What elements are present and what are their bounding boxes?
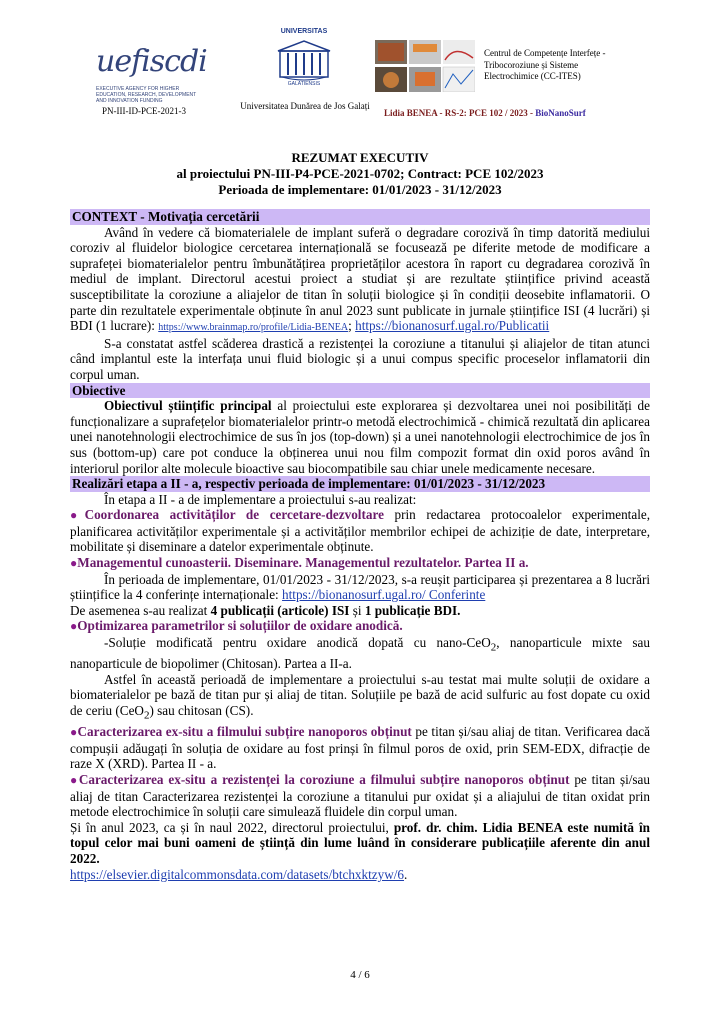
university-name: Universitatea Dunărea de Jos Galați <box>240 101 370 111</box>
solution-post: , nanoparticule mixte sau nanoparticule de biopolimer (Chitosan). Partea a II-a. <box>70 635 650 672</box>
title-line-3: Perioada de implementare: 01/01/2023 - 31/12/2023 <box>218 182 502 197</box>
publications-bdi: 1 publicație BDI. <box>364 602 461 618</box>
publications-pre: De asemenea s-au realizat <box>70 602 211 618</box>
link-separator: ; <box>348 318 356 334</box>
obiective-text: al proiectului este explorarea și dezvoltarea unei noi posibilități de funcționalizare a suprafețelor biomaterialelor printr-o metodă electrochimică - chimică rezultată din aplicarea unei nanotehnologii electrochimice de sus în jos (top-down) și a unei nanotehnologii electrochimice de jos în sus (bottom-up) care pot conduce la obținerea unui nou film compozit format din oxid poros având în interiorul porilor alte molecule bioactive sau biocompatibile sau chiar unele medicamente necesare. <box>70 398 650 476</box>
conferinte-link[interactable]: https://bionanosurf.ugal.ro/ Conferinte <box>282 587 486 603</box>
context-heading: CONTEXT - Motivația cercetării <box>70 209 650 225</box>
list-item <box>70 555 650 572</box>
obiective-lead: Obiectivul științific principal <box>104 398 272 414</box>
final-paragraph <box>70 820 650 867</box>
title-line-2: al proiectului PN-III-P4-PCE-2021-0702; Contract: PCE 102/2023 <box>176 166 544 181</box>
crest-bottom-text: GALATIENSIS <box>287 81 321 87</box>
bullet-icon: ● <box>70 619 78 634</box>
bullet-heading: Managementul cunoasterii. Diseminare. Managementul rezultatelor. Partea II a. <box>77 555 529 571</box>
lab-photos-image <box>375 40 475 92</box>
bullet-icon: ● <box>70 725 78 740</box>
publications-isi: 4 publicații (articole) ISI <box>210 602 350 618</box>
uefiscdi-tagline: EXECUTIVE AGENCY FOR HIGHER EDUCATION, RESEARCH, DEVELOPMENT AND INNOVATION FUNDING <box>96 86 197 104</box>
bullet-text: pe titan și/sau aliaj de titan. Verificarea dacă compușii adăugați în soluția de oxidare au fost prinși în filmul poros de oxid, prin SEM-EDX, difracție de raze X (XRD). Partea II - a. <box>70 724 650 772</box>
bullet-text: pe titan și/sau aliaj de titan Caracterizarea rezistenței la coroziune a titanului pur oxidat și a aliajului de titan oxidat prin metode electrochimice în soluții care simulează fluidele din corpul uman. <box>70 772 650 820</box>
bullet-heading: Caracterizarea ex-situ a rezistenței la coroziune a filmului subțire nanoporos obținut <box>78 772 570 788</box>
dissemination-text: În perioada de implementare, 01/01/2023 - 31/12/2023, s-a reușit participarea și prezentarea a 8 lucrări științifice la 4 conferințe internaționale: <box>70 571 650 603</box>
bullet-icon: ● <box>70 508 85 523</box>
dissemination-paragraph <box>70 572 650 603</box>
list-item <box>70 724 650 772</box>
bullet-icon: ● <box>70 556 78 571</box>
centre-name: Centrul de Competențe Interfețe - Tribocoroziune și Sisteme Electrochimice (CC-ITES) <box>484 48 606 81</box>
publicatii-link[interactable]: https://bionanosurf.ugal.ro/Publicatii <box>355 318 550 334</box>
obiective-paragraph <box>70 398 650 476</box>
final-dot: . <box>404 866 408 882</box>
list-item <box>70 772 650 820</box>
bullet-heading: Optimizarea parametrilor si soluțiilor de oxidare anodică. <box>77 618 403 634</box>
realizari-intro: În etapa a II - a de implementare a proiectului s-au realizat: <box>104 491 417 507</box>
list-item <box>70 507 650 555</box>
bullet-text: prin redactarea protocoalelor experimentale, planificarea activităților experimentale și a activităților membrilor echipei de achiziție de date, interpretare, mobilitate și diseminare a datelor experimentale obținute. <box>70 507 651 555</box>
bullet-heading: Caracterizarea ex-situ a filmului subțire nanoporos obținut <box>77 724 412 740</box>
bullet-heading: Coordonarea activităților de cercetare-dezvoltare <box>84 507 384 523</box>
context-text: Având în vedere că biomaterialele de implant suferă o degradare corozivă în timp datorită mediului coroziv al fluidelor biologice cercetarea internațională se focusează pe diferite metode de modificare a suprafeței biomaterialelor pentru îmbunătățirea proprietăților acestora în raport cu degradarea corozivă în mediul de implant. Directorul acestui proiect a studiat și are rezultate științifice privind această susceptibilitate la coroziune a aliajelor de titan în soluții biologice și în condiții deosebite inflamatorii. O parte din rezultatele experimentale obținute în anul 2023 sunt publicate in jurnale științifice ISI (4 lucrări) și BDI (1 lucrare): <box>70 224 650 334</box>
obiective-heading: Obiective <box>70 383 650 399</box>
page-header <box>60 28 660 128</box>
publications-mid: și <box>349 602 365 618</box>
uefiscdi-logo-text: uefiscdi <box>96 44 207 79</box>
brainmap-link[interactable]: https://www.brainmap.ro/profile/Lidia-BENEA <box>158 322 349 334</box>
testing-paragraph <box>70 672 650 724</box>
university-crest <box>250 28 358 87</box>
author-prefix: Lidia BENEA - RS-2: PCE 102 / 2023 - <box>384 108 536 118</box>
uefiscdi-logo <box>60 40 220 108</box>
author-brand: BioNanoSurf <box>535 108 586 118</box>
author-line <box>384 108 586 118</box>
document-body <box>70 209 650 882</box>
university-building-icon <box>274 37 334 81</box>
solution-paragraph <box>70 635 650 672</box>
final-bold: prof. dr. chim. Lidia BENEA este numită în topul celor mai buni oameni de știință din lume luând în considerare publicațiile aferente din anul 2022. <box>70 819 650 867</box>
testing-subscript: 2 <box>143 709 150 722</box>
realizari-heading: Realizări etapa a II - a, respectiv perioada de implementare: 01/01/2023 - 31/12/2023 <box>70 476 650 492</box>
testing-post: ) sau chitosan (CS). <box>149 703 254 719</box>
context-paragraph-2: S-a constatat astfel scăderea drastică a rezistenței la coroziune a titanului și aliajelor de titan atunci când implantul este la interfața unui fluid biologic și a unui compus specific proceselor inflamatorii din corpul uman. <box>70 335 650 382</box>
solution-subscript: 2 <box>490 641 497 654</box>
list-item <box>70 618 650 635</box>
title-line-1: REZUMAT EXECUTIV <box>291 150 429 165</box>
bullet-icon: ● <box>70 773 79 788</box>
crest-top-text: UNIVERSITAS <box>280 28 328 35</box>
publications-paragraph <box>70 603 650 619</box>
solution-pre: -Soluție modificată pentru oxidare anodică dopată cu nano-CeO <box>104 635 491 651</box>
final-pre: Și în anul 2023, ca și în naul 2022, directorul proiectului, <box>70 819 394 835</box>
testing-pre: Astfel în această perioadă de implementare a proiectului s-au testat mai multe soluții de oxidare a biomaterialelor pe bază de titan pur și aliaj de titan. Soluțiile pe bază de acid sulfuric au fost dopate cu oxid de ceriu (CeO <box>70 671 650 719</box>
final-link-line <box>70 867 650 883</box>
context-paragraph-1 <box>70 225 650 336</box>
project-code: PN-III-ID-PCE-2021-3 <box>102 106 186 116</box>
document-title <box>0 150 720 198</box>
elsevier-link[interactable]: https://elsevier.digitalcommonsdata.com/datasets/btchxktzyw/6 <box>70 866 405 882</box>
page-number: 4 / 6 <box>350 969 370 981</box>
